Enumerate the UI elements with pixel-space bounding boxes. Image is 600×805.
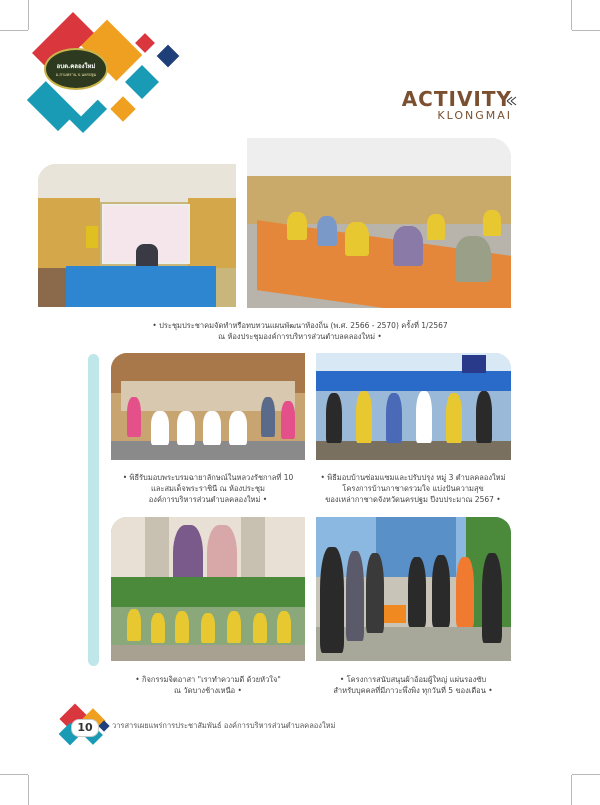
caption-diaper-support <box>310 674 516 696</box>
participant <box>346 551 364 641</box>
participant <box>326 393 342 443</box>
caption-line: • ประชุมประชาคมจัดทำหรือทบทวนแผนพัฒนาท้องถิ่น (พ.ศ. 2566 - 2570) ครั้งที่ 1/2567 <box>152 321 448 330</box>
participant <box>432 555 450 627</box>
caption-house-handover <box>306 472 520 505</box>
caption-line: องค์การบริหารส่วนตำบลคลองใหม่ • <box>148 495 268 504</box>
participant <box>427 214 445 240</box>
participant <box>177 411 195 445</box>
participant <box>227 611 241 643</box>
page-number: 10 <box>71 719 99 737</box>
crop-mark <box>28 0 29 30</box>
page-title: ACTIVITY <box>401 87 512 111</box>
crop-mark <box>0 30 28 31</box>
participant <box>253 613 267 643</box>
crop-mark <box>28 775 29 805</box>
participant <box>317 216 337 246</box>
caption-line: ณ ห้องประชุมองค์การบริหารส่วนตำบลคลองใหม่ • <box>218 332 382 341</box>
caption-line: และสมเด็จพระราชินี ณ ห้องประชุม <box>151 484 265 493</box>
caption-line: โครงการบ้านกาชาดรวมใจ แบ่งปันความสุข <box>342 484 484 493</box>
photo-volunteer-temple <box>111 517 305 661</box>
participant <box>482 553 502 643</box>
diamond-shape <box>157 45 180 68</box>
crop-mark <box>572 30 600 31</box>
participant <box>345 222 369 256</box>
participant <box>455 236 491 282</box>
participant <box>201 613 215 643</box>
participant <box>416 391 432 443</box>
crop-mark <box>571 0 572 30</box>
participant <box>393 226 423 266</box>
participant <box>175 611 189 643</box>
logo-text-top: อบต.คลองใหม่ <box>56 62 96 70</box>
footer-text: วารสารเผยแพร่การประชาสัมพันธ์ องค์การบริหารส่วนตำบลคลองใหม่ <box>112 721 336 730</box>
participant <box>483 210 501 236</box>
participant <box>356 391 372 443</box>
caption-line: สำหรับบุคคลที่มีภาวะพึ่งพิง ทุกวันที่ 5 ของเดือน • <box>333 686 493 695</box>
participant <box>408 557 426 627</box>
diamond-shape <box>125 65 159 99</box>
participant <box>456 557 474 627</box>
caption-line: • โครงการสนับสนุนผ้าอ้อมผู้ใหญ่ แผ่นรองซับ <box>339 675 487 684</box>
crop-mark <box>572 774 600 775</box>
participant <box>320 547 344 653</box>
title-arrow-icon <box>506 96 518 106</box>
participant <box>287 212 307 240</box>
photo-meeting-presentation <box>38 164 236 307</box>
participant <box>281 401 295 439</box>
caption-volunteer <box>110 674 306 696</box>
participant <box>277 611 291 643</box>
participant <box>261 397 275 437</box>
caption-line: ของเหล่ากาชาดจังหวัดนครปฐม ปีงบประมาณ 2567 • <box>325 495 501 504</box>
caption-royal-portrait <box>110 472 306 505</box>
caption-line: • พิธีรับมอบพระบรมฉายาลักษณ์ในหลวงรัชกาลที่ 10 <box>122 473 294 482</box>
photo-meeting-participants <box>247 138 511 308</box>
caption-line: • กิจกรรมจิตอาสา "เราทำความดี ด้วยหัวใจ" <box>135 675 281 684</box>
caption-line: • พิธีมอบบ้านซ่อมแซมและปรับปรุง หมู่ 3 ตำบลคลองใหม่ <box>320 473 506 482</box>
logo-text-bottom: อ.สามพราน จ.นครปฐม <box>55 71 97 77</box>
caption-meeting <box>120 320 480 342</box>
side-accent-bar <box>88 354 99 666</box>
participant <box>229 411 247 445</box>
participant <box>476 391 492 443</box>
crop-mark <box>0 774 28 775</box>
participant <box>366 553 384 633</box>
participant <box>127 397 141 437</box>
page-subtitle: KLONGMAI <box>437 109 512 122</box>
caption-line: ณ วัดบางช้างเหนือ • <box>174 686 242 695</box>
photo-royal-portrait-ceremony <box>111 353 305 460</box>
photo-house-handover <box>316 353 511 460</box>
crop-mark <box>571 775 572 805</box>
participant <box>127 609 141 641</box>
page-title-block <box>402 89 512 123</box>
diamond-shape <box>110 96 135 121</box>
participant <box>151 613 165 643</box>
participant <box>151 411 169 445</box>
participant <box>446 393 462 443</box>
participant <box>203 411 221 445</box>
photo-diaper-support <box>316 517 511 661</box>
participant <box>386 393 402 443</box>
organization-logo <box>44 48 108 90</box>
